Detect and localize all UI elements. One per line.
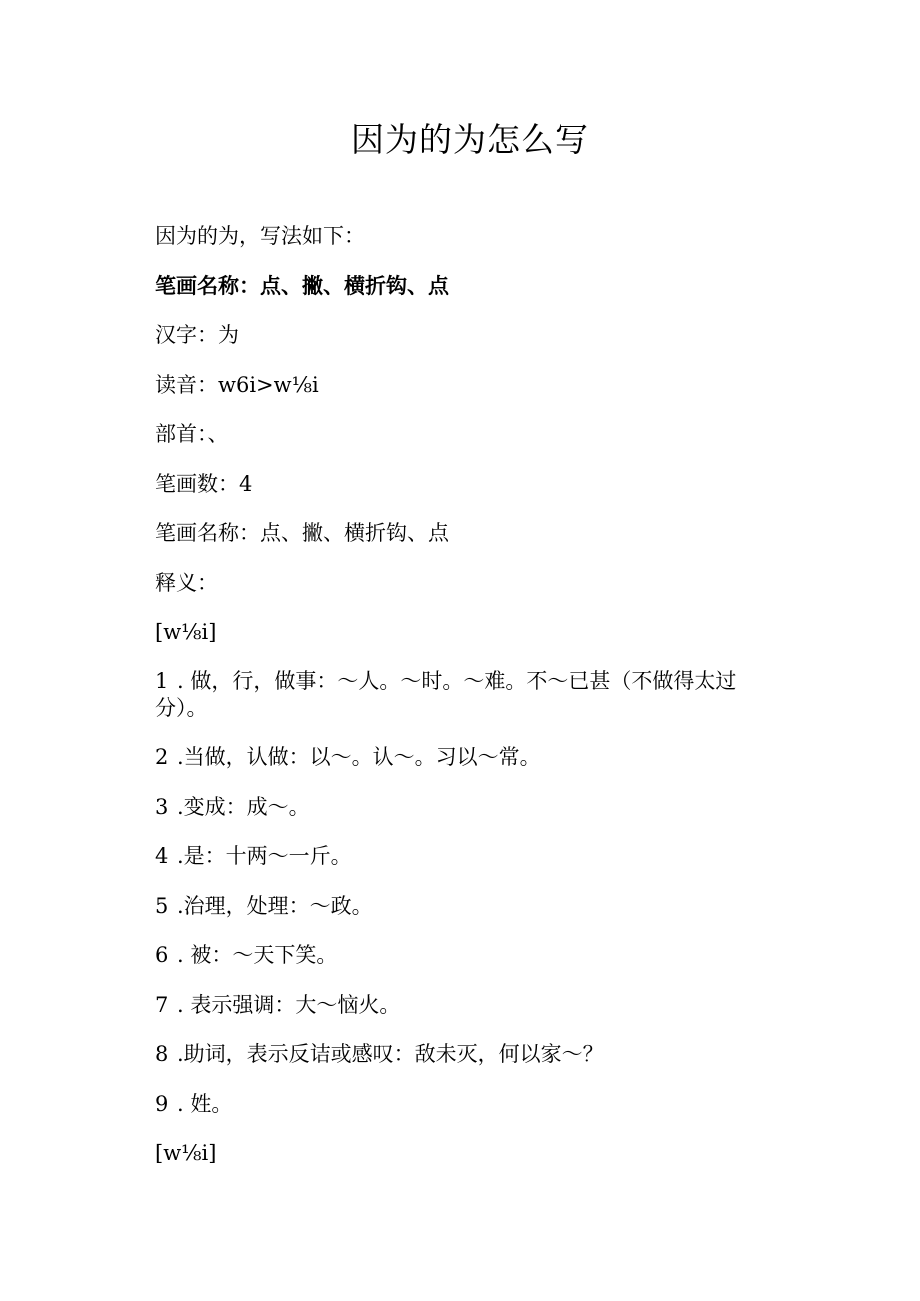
definition-item (155, 793, 765, 821)
definition-item (155, 892, 765, 920)
definition-number: 5 (155, 893, 169, 918)
definition-number: 9 (155, 1091, 169, 1116)
document-body (155, 222, 765, 1189)
definition-item (155, 668, 765, 722)
definition-number: 1 (155, 668, 169, 693)
definition-number: 7 (155, 992, 169, 1017)
definition-number: 8 (155, 1042, 169, 1066)
definition-number: 2 (155, 745, 169, 769)
pronunciation-heading-2: [w⅛i] (155, 1141, 217, 1165)
definition-item (155, 842, 765, 870)
definition-item (155, 941, 765, 969)
definition-item (155, 743, 765, 771)
stroke-count-paragraph: 笔画数：4 (155, 471, 253, 496)
definition-number: 3 (155, 794, 169, 819)
stroke-names-bold-paragraph: 笔画名称：点、撇、横折钩、点 (155, 273, 449, 298)
definition-item (155, 1040, 765, 1068)
definition-text: . 被：～天下笑。 (177, 943, 338, 967)
stroke-names-paragraph: 笔画名称：点、撇、横折钩、点 (155, 521, 449, 545)
definition-text: .变成：成～。 (177, 794, 310, 819)
definition-item (155, 991, 765, 1019)
radical-paragraph: 部首：、 (155, 422, 229, 446)
pronunciation-heading-1: [w⅛i] (155, 620, 217, 644)
definition-number: 6 (155, 943, 169, 967)
definition-text: . 表示强调：大～恼火。 (177, 992, 401, 1017)
definition-text: . 做，行，做事：～人。～时。～难。不～已甚（不做得太过分）。 (155, 668, 737, 720)
definition-text: .是：十两～一斤。 (177, 844, 352, 868)
intro-paragraph: 因为的为，写法如下： (155, 224, 365, 248)
definition-item (155, 1090, 765, 1118)
definition-text: .当做，认做：以～。认～。习以～常。 (177, 745, 541, 769)
definition-number: 4 (155, 844, 169, 868)
definition-label: 释义： (155, 570, 218, 595)
document-title: 因为的为怎么写 (351, 120, 589, 159)
definition-text: . 姓。 (177, 1091, 233, 1116)
reading-paragraph: 读音：w6i>w⅛i (155, 372, 319, 397)
definition-text: .治理，处理：～政。 (177, 893, 373, 918)
definition-text: .助词，表示反诘或感叹：敌未灭，何以家～？ (177, 1042, 604, 1066)
hanzi-paragraph: 汉字：为 (155, 323, 239, 347)
